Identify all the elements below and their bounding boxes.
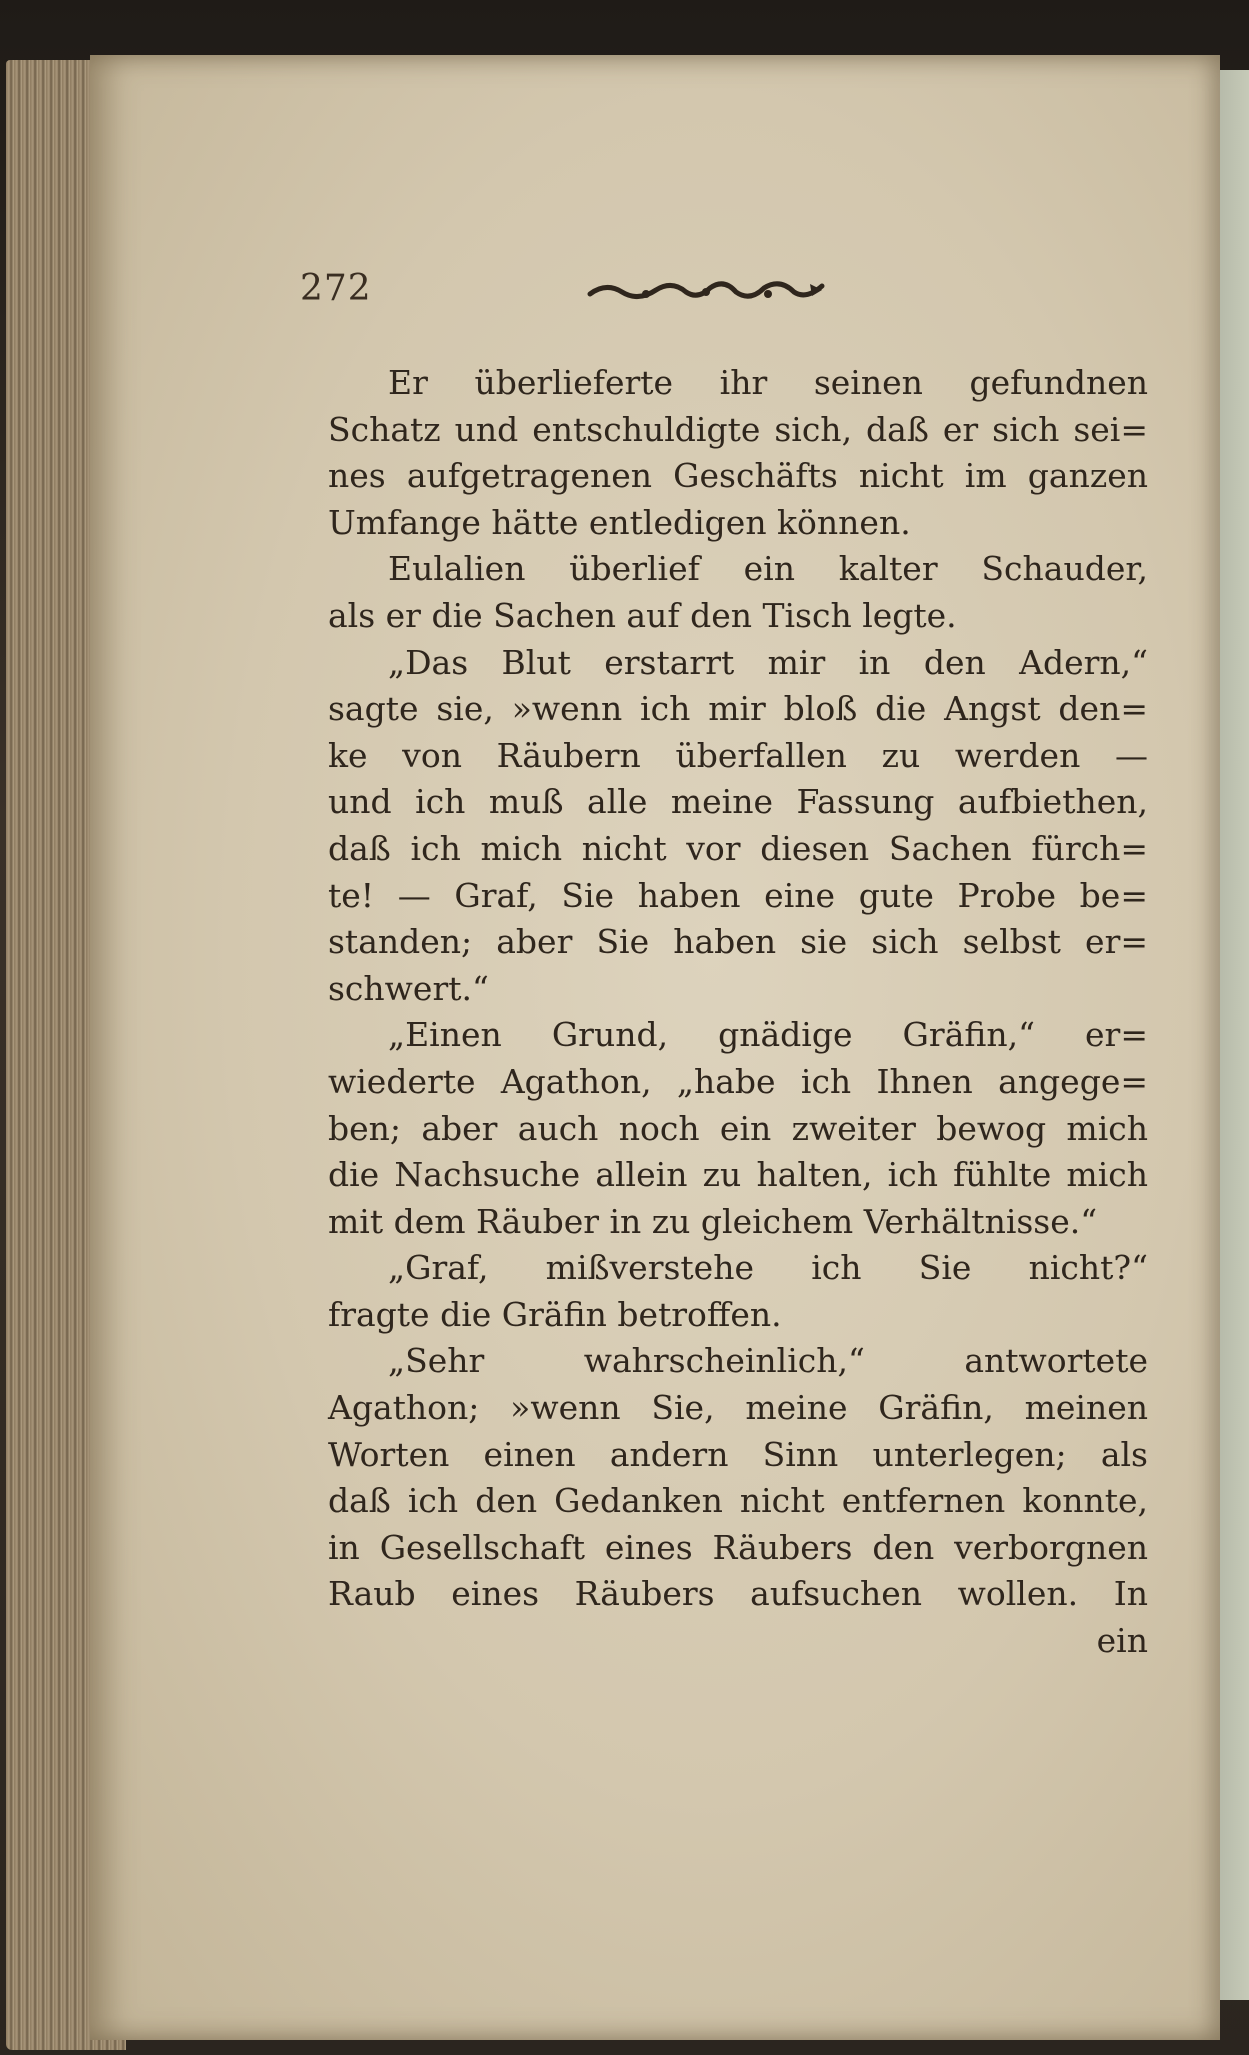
- body-text: [328, 360, 1148, 1665]
- text-line: Er überlieferte ihr seinen gefundnen: [388, 363, 1148, 402]
- text-line: Eulalien überlief ein kalter Schauder,: [388, 549, 1148, 589]
- text-line: in Gesellschaft eines Räubers den verborgnen: [328, 1527, 1148, 1567]
- paragraph-1: [328, 360, 1148, 546]
- paragraph-2: [328, 546, 1148, 639]
- text-line: ke von Räubern überfallen zu werden —: [328, 735, 1148, 775]
- text-line: Agathon; »wenn Sie, meine Gräfin, meinen: [328, 1388, 1148, 1428]
- page-number: 272: [300, 268, 372, 309]
- text-line: nes aufgetragenen Geschäfts nicht im ganzen: [328, 456, 1148, 496]
- page-header: [300, 268, 860, 318]
- text-line: als er die Sachen auf den Tisch legte.: [328, 595, 957, 635]
- text-line: Raub eines Räubers aufsuchen wollen. In: [328, 1574, 1148, 1614]
- text-line: ben; aber auch noch ein zweiter bewog mich: [328, 1108, 1148, 1148]
- paragraph-6: [328, 1338, 1148, 1618]
- text-line: daß ich mich nicht vor diesen Sachen fürch=: [328, 828, 1148, 868]
- text-line: daß ich den Gedanken nicht entfernen konnte,: [328, 1481, 1148, 1521]
- paragraph-5: [328, 1245, 1148, 1338]
- text-line: schwert.“: [328, 968, 489, 1008]
- text-line: te! — Graf, Sie haben eine gute Probe be=: [328, 875, 1148, 915]
- decorative-ornament-icon: [586, 276, 826, 306]
- text-line: standen; aber Sie haben sie sich selbst er=: [328, 922, 1148, 962]
- text-line: sagte sie, »wenn ich mir bloß die Angst den=: [328, 689, 1148, 729]
- paragraph-3: [328, 640, 1148, 1013]
- text-line: die Nachsuche allein zu halten, ich fühlte mich: [328, 1155, 1148, 1195]
- paragraph-4: [328, 1012, 1148, 1245]
- text-line: „Das Blut erstarrt mir in den Adern,“: [388, 642, 1148, 682]
- text-line: „Graf, mißverstehe ich Sie nicht?“: [388, 1248, 1148, 1288]
- text-line: mit dem Räuber in zu gleichem Verhältnisse.“: [328, 1201, 1098, 1241]
- text-line: wiederte Agathon, „habe ich Ihnen angege=: [328, 1061, 1148, 1101]
- text-line: „Sehr wahrscheinlich,“ antwortete: [388, 1341, 1148, 1381]
- text-line: „Einen Grund, gnädige Gräfin,“ er=: [388, 1015, 1148, 1055]
- text-line: fragte die Gräfin betroffen.: [328, 1294, 782, 1334]
- text-line: und ich muß alle meine Fassung aufbiethen,: [328, 782, 1148, 822]
- text-line: Schatz und entschuldigte sich, daß er sich sei=: [328, 409, 1148, 449]
- text-line: Worten einen andern Sinn unterlegen; als: [328, 1434, 1148, 1474]
- text-line: Umfange hätte entledigen können.: [328, 502, 911, 542]
- catchword: ein: [1096, 1621, 1148, 1661]
